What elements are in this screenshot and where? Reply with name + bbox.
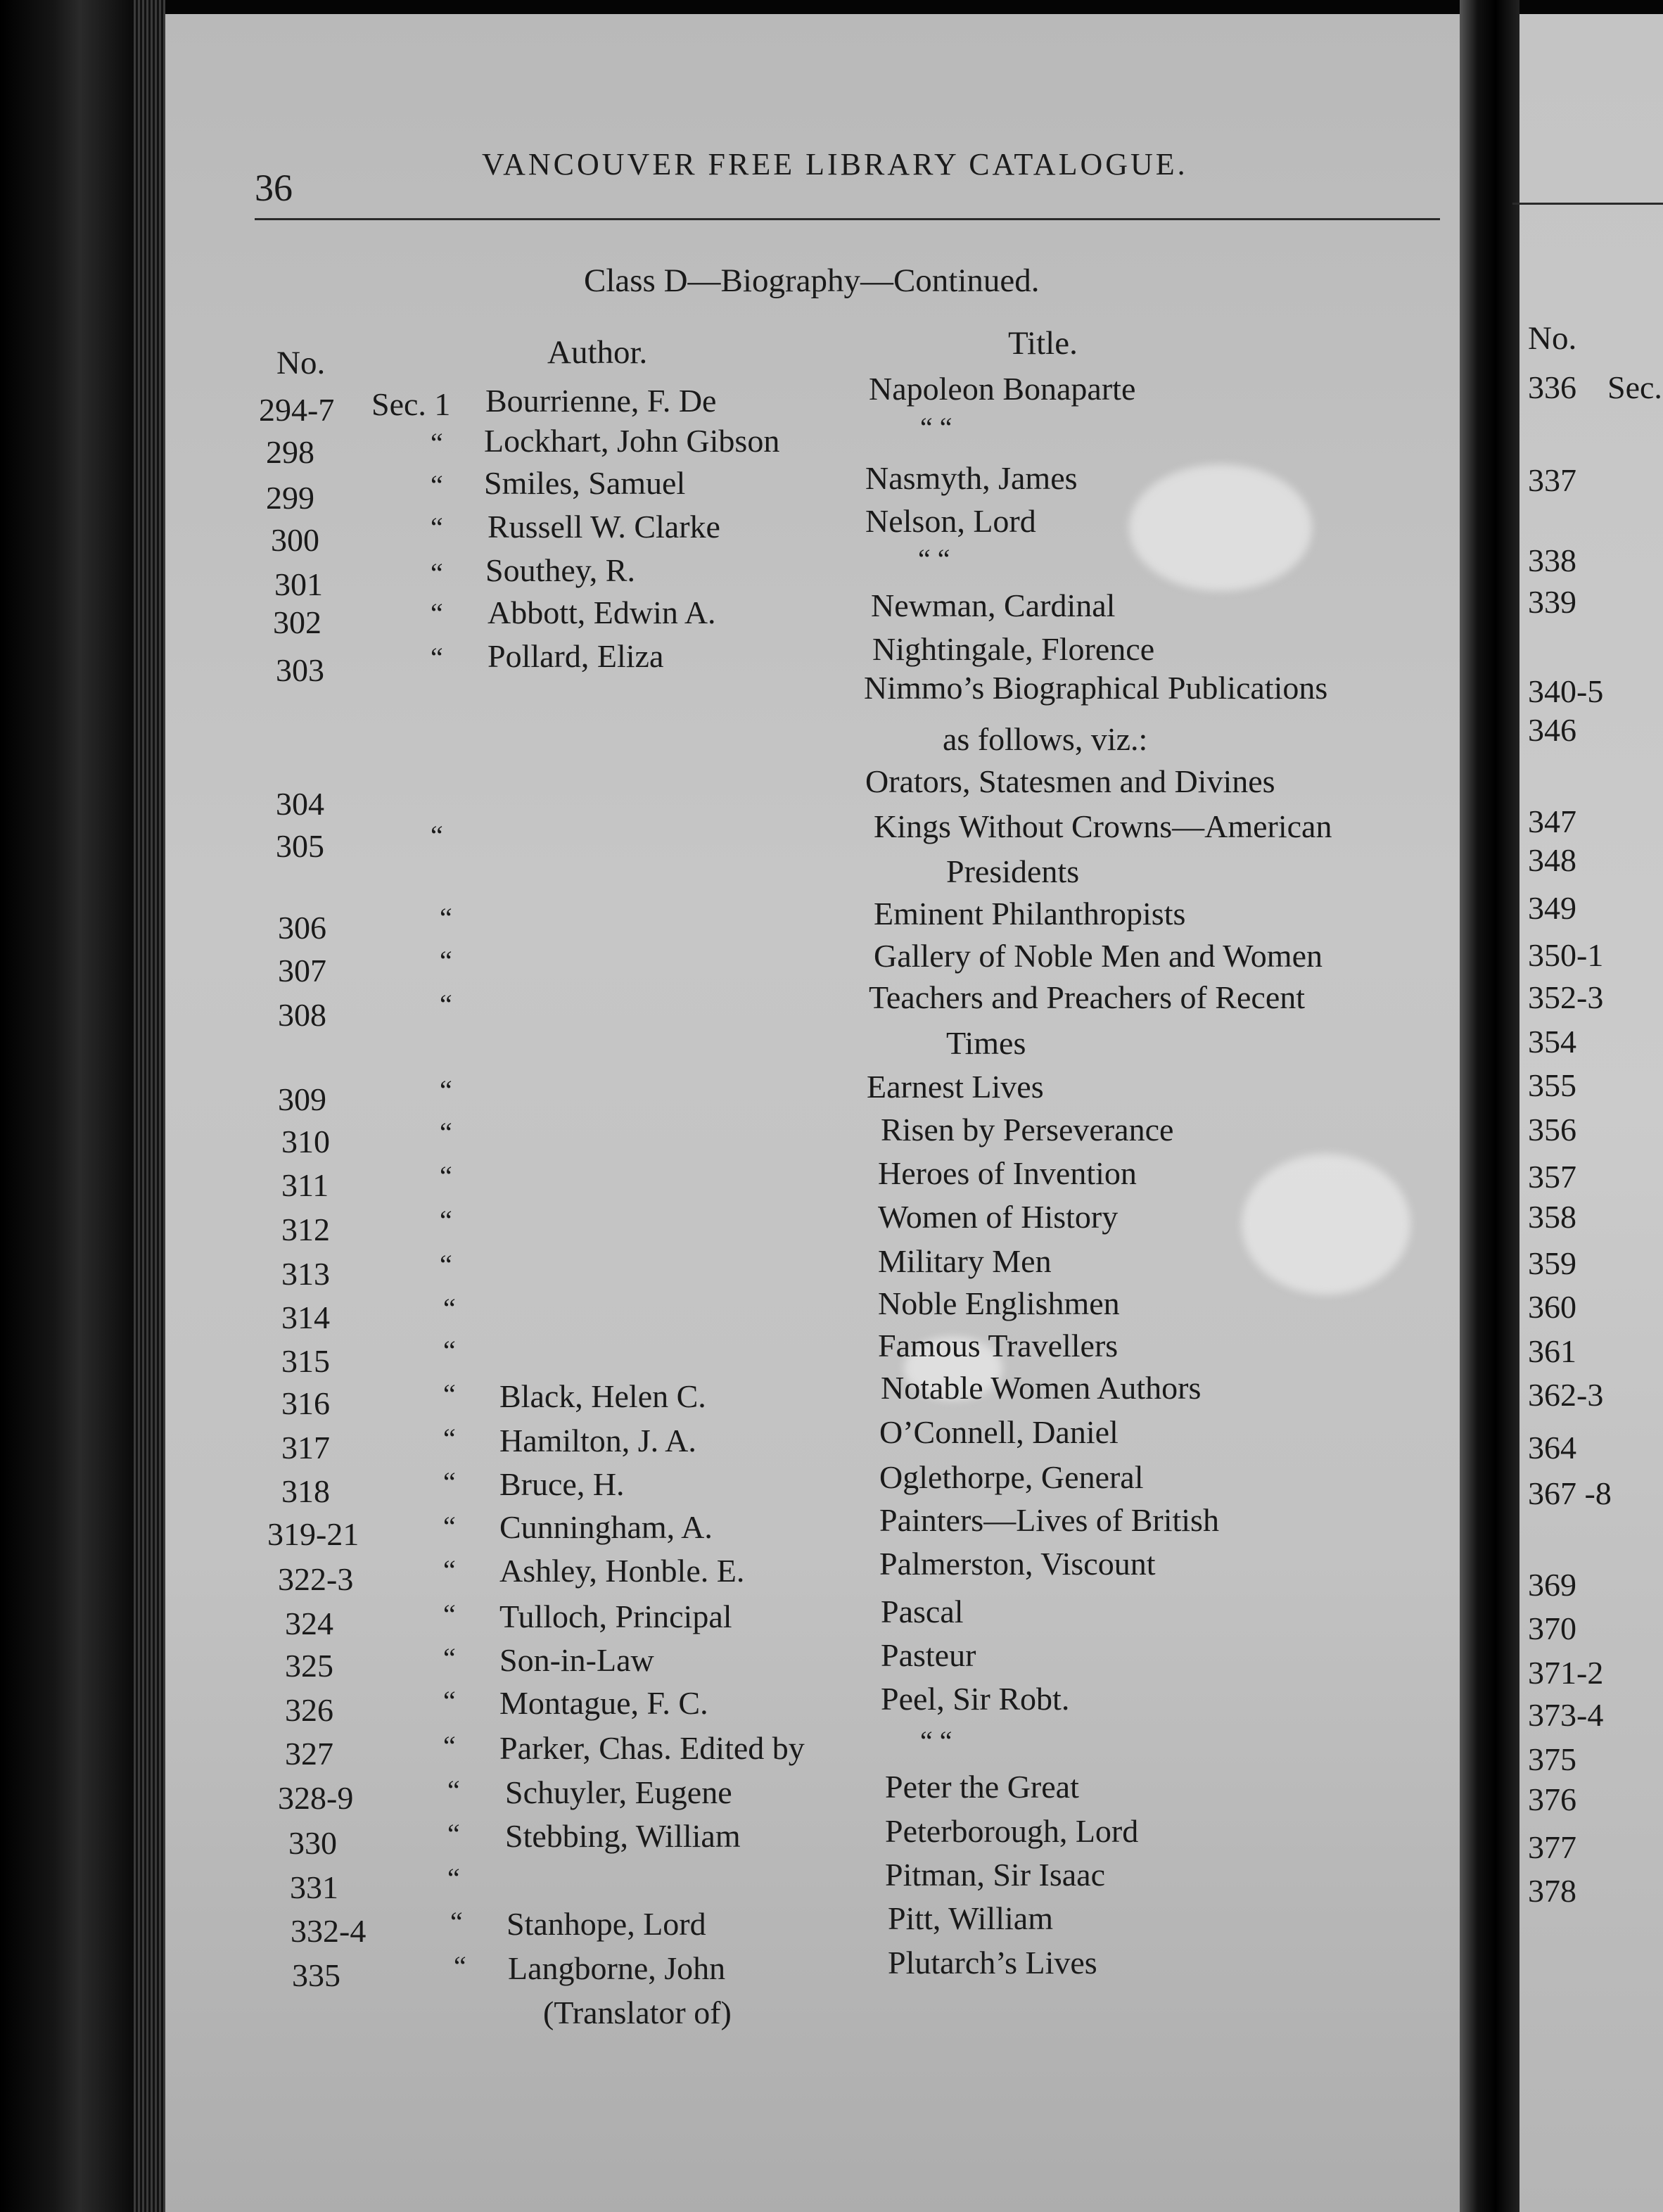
facing-entry-number: 371-2 xyxy=(1528,1655,1604,1691)
entry-number: 335 xyxy=(292,1957,340,1993)
entry-title: Painters—Lives of British xyxy=(879,1502,1219,1538)
ditto-mark: “ xyxy=(431,557,443,589)
facing-entry-number: 357 xyxy=(1528,1159,1576,1195)
facing-entry-number: 373-4 xyxy=(1528,1697,1604,1733)
ditto-mark: “ xyxy=(443,1423,456,1454)
ditto-mark: “ xyxy=(447,1818,460,1850)
entry-title: Women of History xyxy=(878,1199,1119,1235)
entry-title: “ “ xyxy=(920,412,952,443)
facing-entry-number: 369 xyxy=(1528,1567,1576,1603)
entry-title: O’Connell, Daniel xyxy=(879,1414,1119,1450)
entry-number: 312 xyxy=(281,1212,330,1247)
entry-section: Sec. 1 xyxy=(371,386,451,422)
binding-edge xyxy=(134,0,165,2212)
entry-number: 298 xyxy=(266,434,314,470)
page-stain xyxy=(1242,1154,1410,1295)
entry-author-continued: (Translator of) xyxy=(543,1995,732,2030)
ditto-mark: “ xyxy=(443,1685,456,1717)
entry-title: Famous Travellers xyxy=(878,1328,1119,1364)
entry-title: Pasteur xyxy=(881,1637,976,1673)
entry-title: Pitman, Sir Isaac xyxy=(885,1857,1105,1893)
facing-entry-number: 347 xyxy=(1528,803,1576,839)
entry-number: 328-9 xyxy=(278,1780,354,1816)
facing-entry-number: 378 xyxy=(1528,1873,1576,1909)
entry-number: 314 xyxy=(281,1299,330,1335)
ditto-mark: “ xyxy=(443,1335,456,1366)
entry-number: 317 xyxy=(281,1430,330,1466)
entry-author: Ashley, Honble. E. xyxy=(499,1553,745,1589)
facing-entry-number: 364 xyxy=(1528,1430,1576,1466)
ditto-mark: “ xyxy=(431,597,443,629)
entry-author: Southey, R. xyxy=(485,552,635,588)
entry-title: Palmerston, Viscount xyxy=(879,1546,1156,1582)
entry-title: Oglethorpe, General xyxy=(879,1459,1144,1495)
facing-entry-number: 367 -8 xyxy=(1528,1475,1612,1511)
entry-number: 306 xyxy=(278,910,326,946)
ditto-mark: “ xyxy=(431,642,443,673)
entry-number: 331 xyxy=(290,1869,338,1905)
entry-title: Peel, Sir Robt. xyxy=(881,1681,1070,1717)
ditto-mark: “ xyxy=(443,1511,456,1542)
entry-author: Abbott, Edwin A. xyxy=(488,595,716,630)
entry-title: Noble Englishmen xyxy=(878,1285,1120,1321)
entry-author: Langborne, John xyxy=(508,1950,726,1986)
page-number: 36 xyxy=(255,167,293,209)
entry-author: Smiles, Samuel xyxy=(484,465,686,501)
entry-author: Lockhart, John Gibson xyxy=(484,423,780,459)
facing-entry-number: 356 xyxy=(1528,1112,1576,1148)
ditto-mark: “ xyxy=(440,1074,452,1106)
facing-entry-number: 346 xyxy=(1528,712,1576,748)
entry-title: Plutarch’s Lives xyxy=(888,1945,1097,1981)
entry-title: Pascal xyxy=(881,1594,964,1629)
book-gutter xyxy=(1460,0,1519,2212)
entry-title: Risen by Perseverance xyxy=(881,1112,1174,1148)
ditto-mark: “ xyxy=(447,1774,460,1806)
entry-number: 313 xyxy=(281,1256,330,1292)
column-header-title: Title. xyxy=(1008,325,1078,362)
ditto-mark: “ xyxy=(443,1292,456,1324)
entry-author: Pollard, Eliza xyxy=(488,638,664,674)
entry-number: 316 xyxy=(281,1385,330,1421)
ditto-mark: “ xyxy=(431,427,443,459)
entry-number: 299 xyxy=(266,480,314,516)
facing-entry-number: 355 xyxy=(1528,1067,1576,1103)
entry-title: “ “ xyxy=(920,1725,952,1757)
entry-author: Hamilton, J. A. xyxy=(499,1423,696,1458)
entry-title: Peterborough, Lord xyxy=(885,1813,1139,1849)
catalogue-page xyxy=(165,14,1460,2212)
facing-entry-number: 337 xyxy=(1528,462,1576,498)
entry-author: Bourrienne, F. De xyxy=(485,383,717,419)
column-header-no: No. xyxy=(276,345,326,381)
facing-entry-number: 350-1 xyxy=(1528,937,1604,973)
ditto-mark: “ xyxy=(431,820,443,851)
entry-number: 303 xyxy=(276,652,324,688)
ditto-mark: “ xyxy=(443,1642,456,1674)
entry-title: Earnest Lives xyxy=(867,1069,1044,1105)
entry-number: 319-21 xyxy=(267,1516,359,1552)
facing-entry-number: 339 xyxy=(1528,584,1576,620)
facing-entry-number: 370 xyxy=(1528,1610,1576,1646)
facing-entry-number: 354 xyxy=(1528,1024,1576,1060)
entry-number: 330 xyxy=(288,1825,337,1861)
ditto-mark: “ xyxy=(440,945,452,977)
facing-entry-number: 375 xyxy=(1528,1741,1576,1777)
ditto-mark: “ xyxy=(450,1906,463,1938)
facing-entry-number: 376 xyxy=(1528,1781,1576,1817)
entry-number: 305 xyxy=(276,828,324,864)
entry-author: Bruce, H. xyxy=(499,1466,625,1502)
entry-title: Pitt, William xyxy=(888,1900,1053,1936)
entry-author: Cunningham, A. xyxy=(499,1509,713,1545)
entry-number: 315 xyxy=(281,1343,330,1379)
entry-title: Eminent Philanthropists xyxy=(874,896,1186,932)
entry-number: 318 xyxy=(281,1473,330,1509)
class-heading: Class D—Biography—Continued. xyxy=(584,262,1040,299)
entry-title-continued: Times xyxy=(946,1025,1026,1061)
entry-number: 301 xyxy=(274,566,323,602)
facing-entry-number: 338 xyxy=(1528,542,1576,578)
entry-title: Napoleon Bonaparte xyxy=(869,371,1136,407)
entry-number: 309 xyxy=(278,1081,326,1117)
entry-number: 322-3 xyxy=(278,1561,354,1597)
ditto-mark: “ xyxy=(440,1204,452,1236)
entry-title: Heroes of Invention xyxy=(878,1155,1137,1191)
page-stain xyxy=(1129,464,1312,591)
series-heading: Nimmo’s Biographical Publications xyxy=(864,670,1328,706)
facing-entry-number: 360 xyxy=(1528,1289,1576,1325)
ditto-mark: “ xyxy=(443,1598,456,1630)
entry-number: 307 xyxy=(278,953,326,989)
entry-title: Notable Women Authors xyxy=(881,1370,1202,1406)
ditto-mark: “ xyxy=(440,1117,452,1148)
entry-author: Stanhope, Lord xyxy=(506,1906,706,1942)
entry-number: 324 xyxy=(285,1606,333,1641)
entry-author: Black, Helen C. xyxy=(499,1378,706,1414)
entry-number: 302 xyxy=(273,604,321,640)
ditto-mark: “ xyxy=(443,1554,456,1586)
ditto-mark: “ xyxy=(431,469,443,501)
series-heading-continued: as follows, viz.: xyxy=(943,721,1148,757)
entry-number: 311 xyxy=(281,1167,329,1203)
entry-number: 300 xyxy=(271,522,319,558)
header-rule xyxy=(255,218,1440,220)
ditto-mark: “ xyxy=(447,1862,460,1894)
entry-author: Schuyler, Eugene xyxy=(505,1774,732,1810)
ditto-mark: “ xyxy=(443,1378,456,1410)
entry-title-continued: Presidents xyxy=(946,853,1080,889)
ditto-mark: “ xyxy=(454,1950,466,1982)
facing-entry-number: 336 xyxy=(1528,369,1576,405)
entry-title: Orators, Statesmen and Divines xyxy=(865,763,1275,799)
entry-number: 327 xyxy=(285,1736,333,1772)
entry-number: 325 xyxy=(285,1648,333,1684)
facing-entry-number: 377 xyxy=(1528,1829,1576,1865)
entry-author: Montague, F. C. xyxy=(499,1685,708,1721)
entry-title: Nasmyth, James xyxy=(865,460,1078,496)
ditto-mark: “ xyxy=(431,511,443,543)
book-binding xyxy=(0,0,134,2212)
facing-entry-number: 349 xyxy=(1528,890,1576,926)
entry-title: Nelson, Lord xyxy=(865,503,1036,539)
column-header-author: Author. xyxy=(547,334,648,371)
facing-entry-number: 359 xyxy=(1528,1245,1576,1281)
facing-entry-number: 362-3 xyxy=(1528,1377,1604,1413)
ditto-mark: “ xyxy=(440,1160,452,1192)
entry-number: 310 xyxy=(281,1124,330,1159)
ditto-mark: “ xyxy=(443,1466,456,1498)
facing-entry-number: 348 xyxy=(1528,842,1576,878)
entry-title: Peter the Great xyxy=(885,1769,1079,1805)
ditto-mark: “ xyxy=(443,1730,456,1762)
entry-number: 332-4 xyxy=(291,1913,367,1949)
facing-entry-number: 352-3 xyxy=(1528,979,1604,1015)
entry-number: 304 xyxy=(276,786,324,822)
entry-number: 308 xyxy=(278,997,326,1033)
entry-title: Newman, Cardinal xyxy=(871,587,1116,623)
ditto-mark: “ xyxy=(440,1249,452,1280)
facing-entry-number: 361 xyxy=(1528,1333,1576,1369)
ditto-mark: “ xyxy=(440,902,452,934)
facing-entry-number: 340-5 xyxy=(1528,673,1604,709)
entry-title: Kings Without Crowns—American xyxy=(874,808,1332,844)
entry-title: Military Men xyxy=(878,1243,1052,1279)
facing-header-rule xyxy=(1512,203,1663,205)
entry-author: Parker, Chas. Edited by xyxy=(499,1730,805,1766)
entry-author: Russell W. Clarke xyxy=(488,509,720,545)
page-title: VANCOUVER FREE LIBRARY CATALOGUE. xyxy=(482,147,1188,182)
entry-author: Tulloch, Principal xyxy=(499,1598,732,1634)
entry-author: Son-in-Law xyxy=(499,1642,654,1678)
facing-column-header-no: No. xyxy=(1528,320,1577,357)
entry-number: 326 xyxy=(285,1692,333,1728)
entry-number: 294-7 xyxy=(259,392,335,428)
entry-title: Teachers and Preachers of Recent xyxy=(869,979,1306,1015)
facing-entry-section: Sec. xyxy=(1607,369,1662,405)
entry-title: Gallery of Noble Men and Women xyxy=(874,938,1323,974)
entry-title: Nightingale, Florence xyxy=(872,631,1155,667)
entry-title: “ “ xyxy=(918,543,950,575)
facing-entry-number: 358 xyxy=(1528,1199,1576,1235)
entry-author: Stebbing, William xyxy=(505,1818,741,1854)
ditto-mark: “ xyxy=(440,989,452,1020)
